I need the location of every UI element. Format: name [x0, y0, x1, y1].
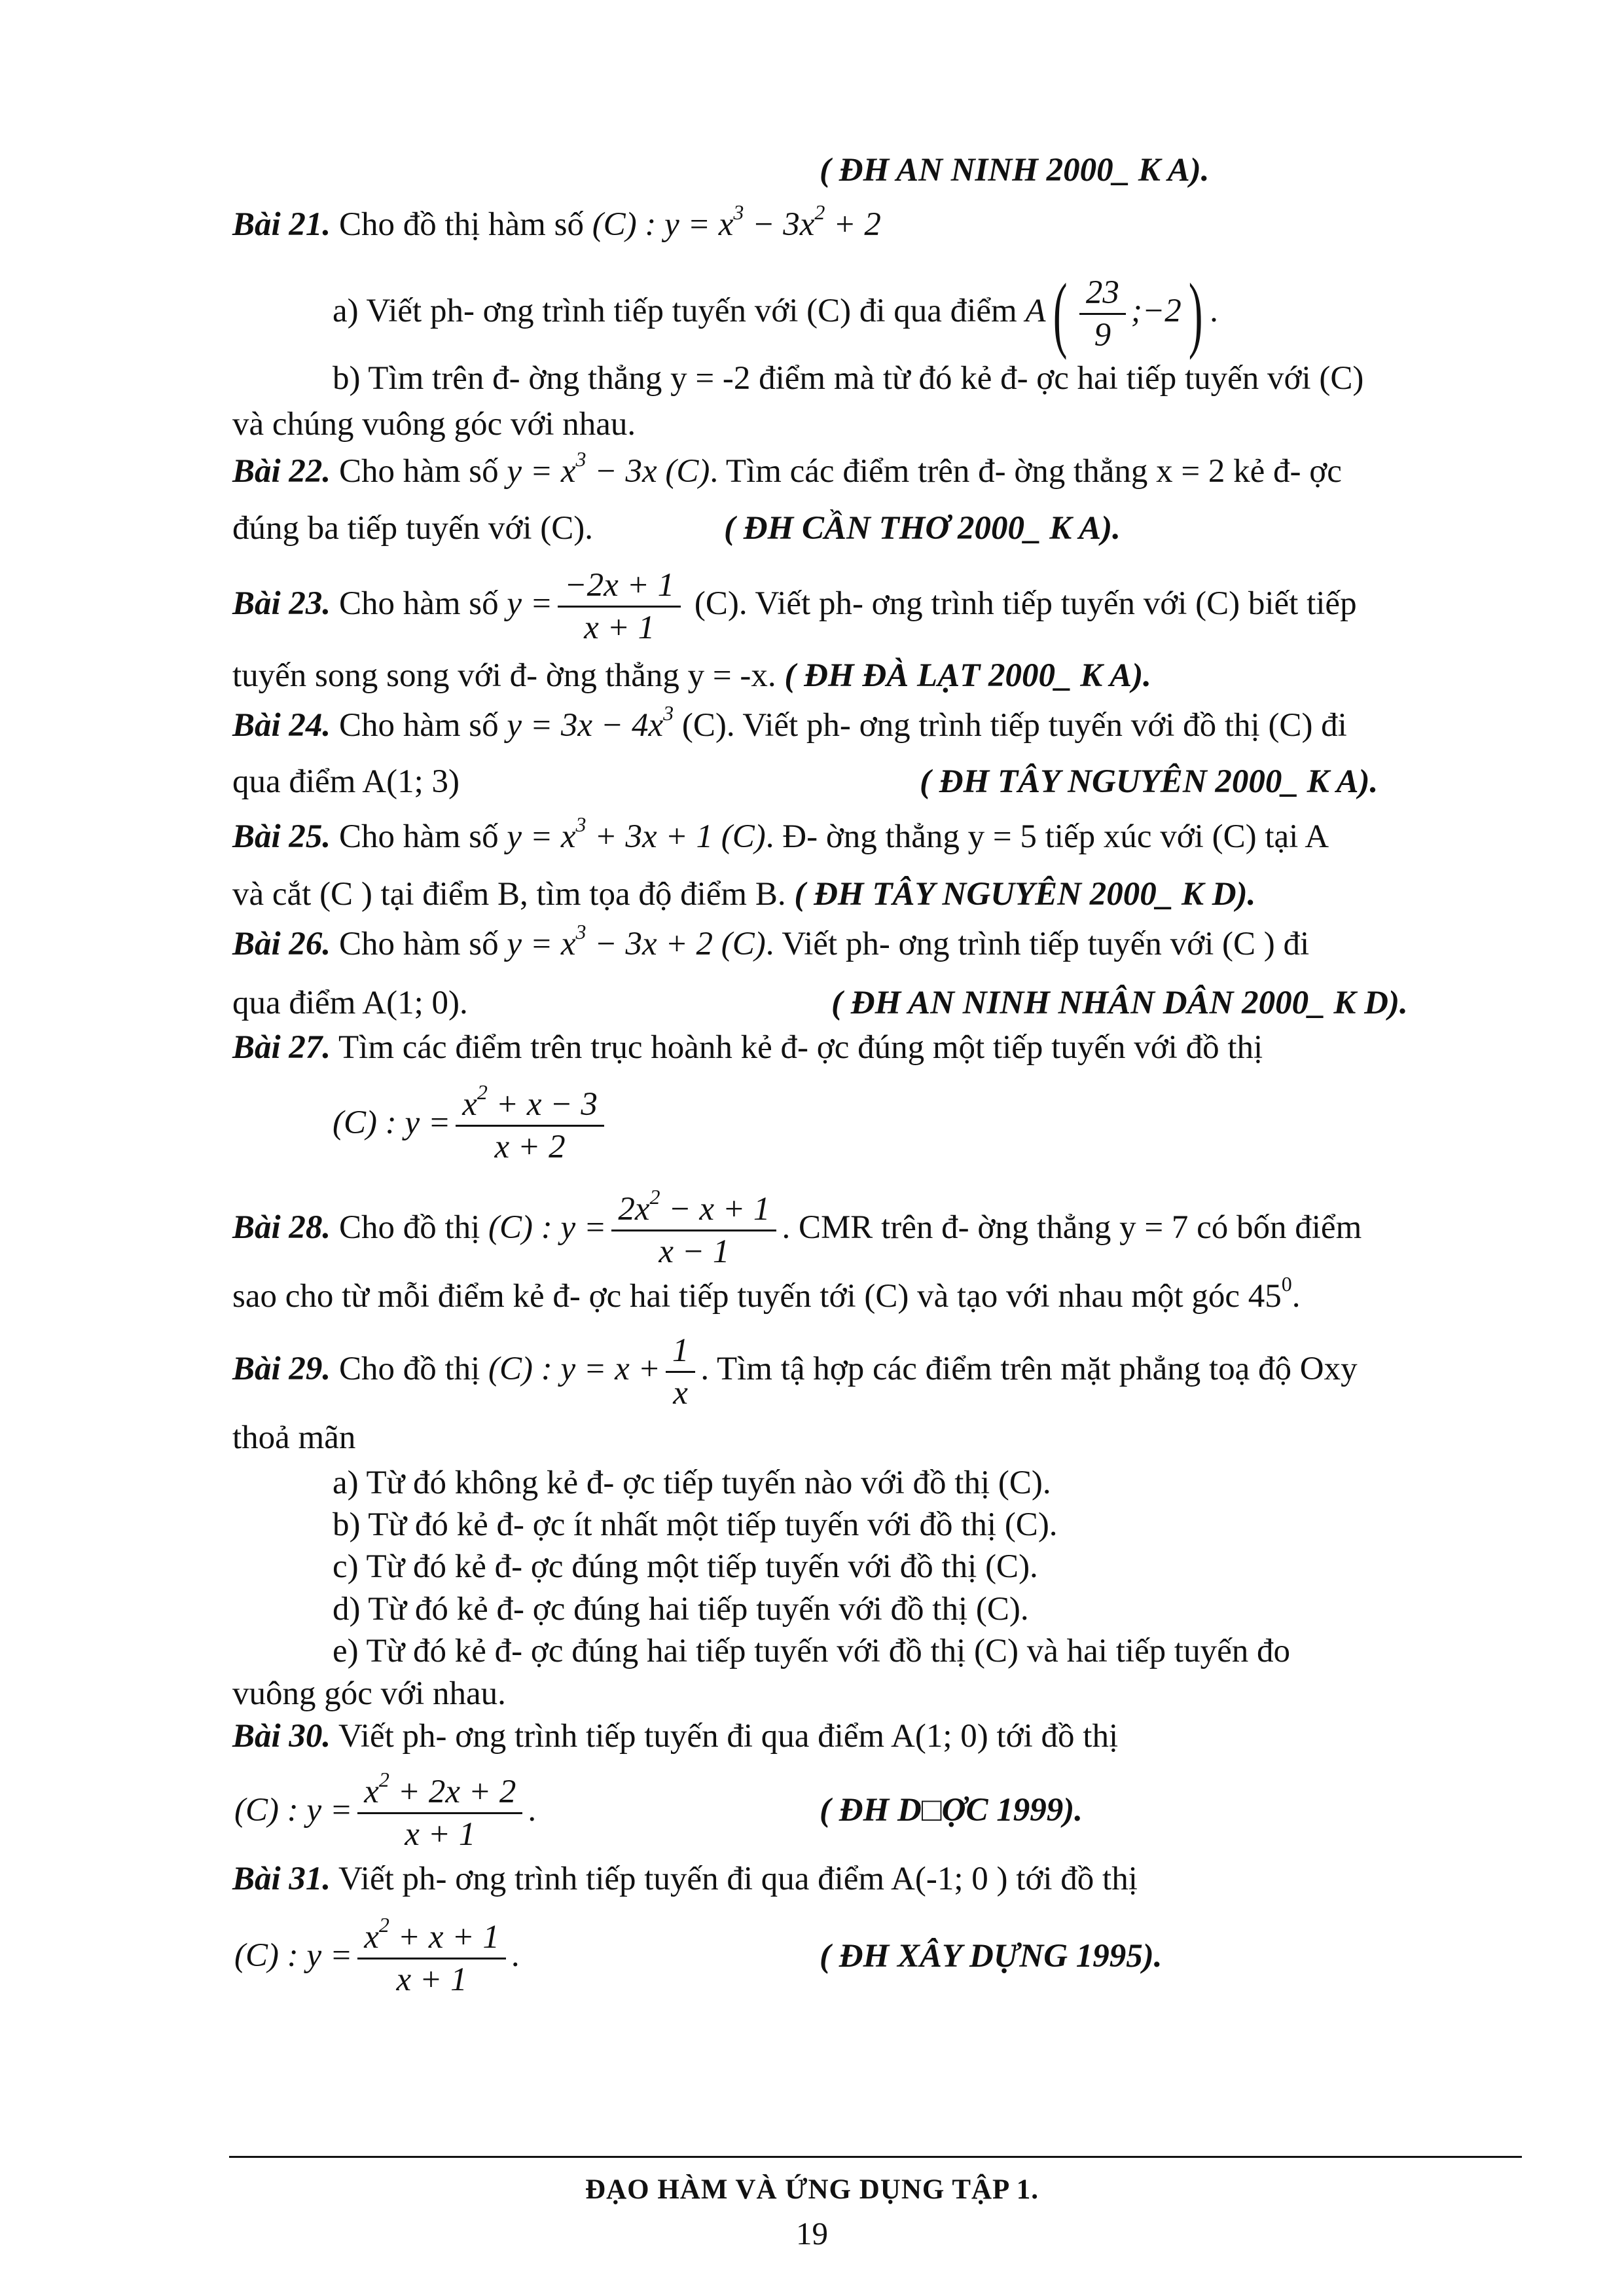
bai-24-line2: qua điểm A(1; 3)	[232, 763, 460, 800]
bai-29-d: d) Từ đó kẻ đ- ợc đúng hai tiếp tuyến với đồ thị (C).	[333, 1591, 1029, 1628]
bai-27: Bài 27. Tìm các điểm trên trục hoành kẻ đ- ợc đúng một tiếp tuyến với đồ thị	[232, 1029, 1263, 1066]
bai-26-line2: qua điểm A(1; 0).	[232, 985, 468, 1021]
page-number: 19	[796, 2215, 828, 2251]
bai-28: Bài 28. Cho đồ thị (C) : y = $\frac{2x^2 - x + 1}{x - 1}$ . CMR trên đ- ờng thẳng y = 7 có bốn điểm	[232, 1184, 1362, 1270]
footer-rule	[229, 2156, 1522, 2158]
bai-25: Bài 25. Cho hàm số $y = x^3 + 3x + 1$ (C). Đ- ờng thẳng y = 5 tiếp xúc với (C) tại A	[232, 812, 1329, 855]
bai-27-func: (C) : y = $\frac{x^2 + x - 3}{x + 2}$	[333, 1074, 609, 1172]
bai-31: Bài 31. Viết ph- ơng trình tiếp tuyến đi qua điểm A(-1; 0 ) tới đồ thị	[232, 1861, 1138, 1897]
bai-22-source: ( ĐH CẦN THƠ 2000_ K A).	[724, 510, 1121, 547]
bai-29: Bài 29. Cho đồ thị (C) : y = x + $\frac{1}{x}$ . Tìm tậ hợp các điểm trên mặt phẳng toạ độ Oxy	[232, 1320, 1358, 1418]
bai-29-a: a) Từ đó không kẻ đ- ợc tiếp tuyến nào với đồ thị (C).	[333, 1465, 1051, 1501]
bai-29-e2: vuông góc với nhau.	[232, 1675, 506, 1712]
bai-29-line2: thoả mãn	[232, 1419, 356, 1456]
bai-26-source: ( ĐH AN NINH NHÂN DÂN 2000_ K D).	[831, 985, 1408, 1021]
bai-25-line2: và cắt (C ) tại điểm B, tìm tọa độ điểm B. ( ĐH TÂY NGUYÊN 2000_ K D).	[232, 876, 1256, 913]
bai-24-source: ( ĐH TÂY NGUYÊN 2000_ K A).	[920, 763, 1379, 800]
source-prev: ( ĐH AN NINH 2000_ K A).	[820, 152, 1210, 189]
bai-29-c: c) Từ đó kẻ đ- ợc đúng một tiếp tuyến với đồ thị (C).	[333, 1548, 1038, 1585]
bai-26: Bài 26. Cho hàm số $y = x^3 - 3x + 2$ (C). Viết ph- ơng trình tiếp tuyến với (C ) đi	[232, 920, 1310, 962]
bai-31-func: (C) : y = $\frac{x^2 + x + 1}{x + 1}$ .	[234, 1912, 520, 1998]
bai-30-source: ( ĐH D□ỢC 1999).	[820, 1792, 1083, 1829]
bai-23-line2: tuyến song song với đ- ờng thẳng y = -x. ( ĐH ĐÀ LẠT 2000_ K A).	[232, 657, 1151, 694]
bai-23: Bài 23. Cho hàm số y = $\frac{-2x + 1}{x + 1}$ (C). Viết ph- ơng trình tiếp tuyến với (C) biết tiếp	[232, 558, 1357, 649]
bai-21-label: Bài 21.	[232, 206, 331, 243]
bai-29-e1: e) Từ đó kẻ đ- ợc đúng hai tiếp tuyến với đồ thị (C) và hai tiếp tuyến đo	[333, 1633, 1290, 1669]
bai-21-a: a) Viết ph- ơng trình tiếp tuyến với (C) đi qua điểm A( $\frac{23}{9}$ ;−2) .	[333, 266, 1218, 361]
bai-28-line2: sao cho từ mỗi điểm kẻ đ- ợc hai tiếp tuyến tới (C) và tạo với nhau một góc $45^0$.	[232, 1272, 1301, 1315]
bai-21-b2: và chúng vuông góc với nhau.	[232, 406, 636, 443]
bai-21-func: (C) : $y = x^3 - 3x^2 + 2$	[592, 200, 881, 243]
footer-title: ĐẠO HÀM VÀ ỨNG DỤNG TẬP 1.	[585, 2174, 1039, 2205]
bai-31-source: ( ĐH XÂY DỰNG 1995).	[820, 1938, 1163, 1975]
bai-29-b: b) Từ đó kẻ đ- ợc ít nhất một tiếp tuyến với đồ thị (C).	[333, 1506, 1058, 1543]
bai-24: Bài 24. Cho hàm số $y = 3x - 4x^3$ (C). Viết ph- ơng trình tiếp tuyến với đồ thị (C) đi	[232, 701, 1347, 744]
bai-21-b1: b) Tìm trên đ- ờng thẳng y = -2 điểm mà từ đó kẻ đ- ợc hai tiếp tuyến với (C)	[333, 360, 1364, 397]
bai-30: Bài 30. Viết ph- ơng trình tiếp tuyến đi qua điểm A(1; 0) tới đồ thị	[232, 1718, 1119, 1755]
bai-30-func: (C) : y = $\frac{x^2 + 2x + 2}{x + 1}$ .	[234, 1767, 537, 1853]
bai-21	[232, 200, 881, 244]
bai-21-text: Cho đồ thị hàm số	[331, 206, 592, 243]
bai-22: Bài 22. Cho hàm số $y = x^3 - 3x$ (C). Tìm các điểm trên đ- ờng thẳng x = 2 kẻ đ- ợc	[232, 447, 1342, 490]
bai-22-line2: đúng ba tiếp tuyến với (C).	[232, 510, 594, 547]
